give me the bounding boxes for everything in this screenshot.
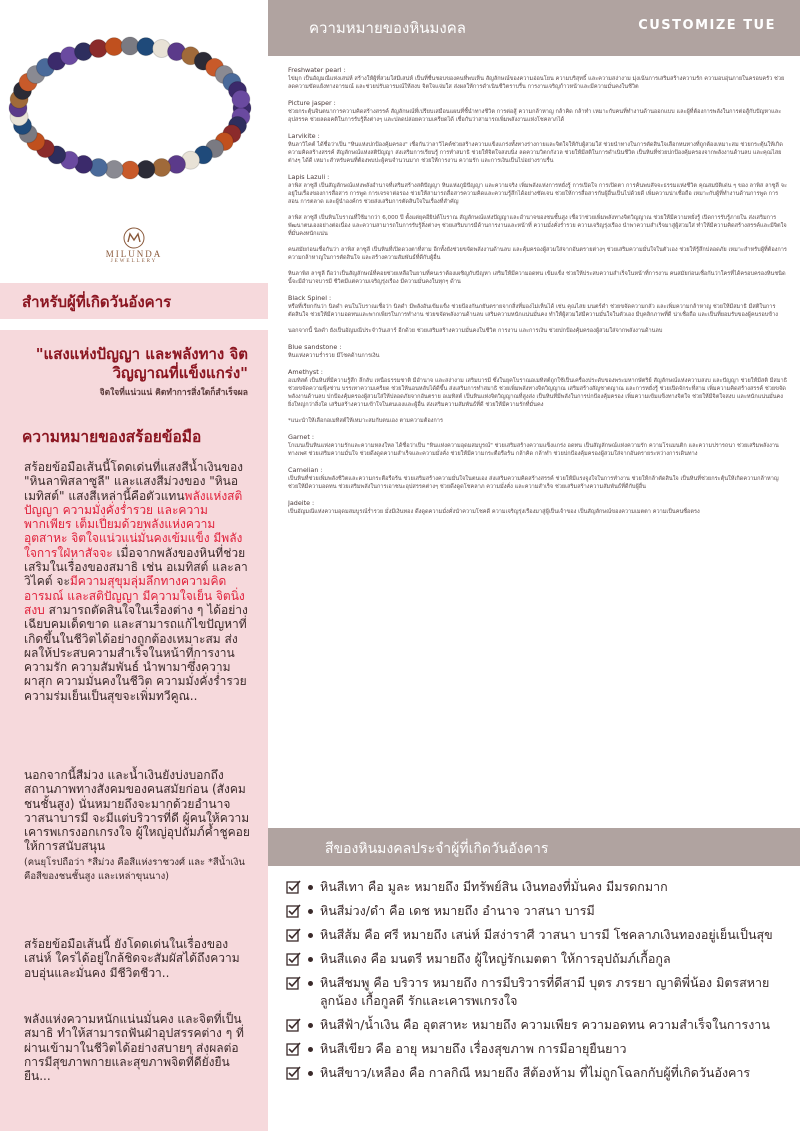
stone-entry <box>288 214 788 238</box>
stone-description: โกเมนเป็นหินแห่งความรักและความหลงใหล ได้ชื่อว่าเป็น "หินแห่งความอุดมสมบูรณ์" ช่วยเสริมสร้างความแข็งแกร่ง อดทน เป็นสัญลักษณ์แห่งความรัก ความโรแมนติก และความปรารถนา ช่วยเสริมพลังงานทางเพศ ช่วยเสริมความมั่นใจ ช่วยดึงดูดความสำเร็จและความมั่งคั่ง ช่วยให้มีความกระตือรือร้น กล้าคิด กล้าทำ ช่วยปกป้องคุ้มครองผู้สวมใส่จากอันตรายระหว่างการเดินทาง <box>288 443 779 457</box>
stone-name: Lapis Lazuli : <box>288 173 330 181</box>
birth-day-label: สำหรับผู้ที่เกิดวันอังคาร <box>0 283 268 319</box>
checkbox-checked-icon <box>286 903 302 919</box>
bead <box>121 37 139 55</box>
stone-entry <box>288 466 788 491</box>
birth-color-item <box>286 1040 786 1058</box>
bullet-icon <box>308 909 313 914</box>
birth-color-item <box>286 902 786 920</box>
stone-description: อเมทิสต์ เป็นหินที่มีความรู้สึก ลึกลับ เหนือธรรมชาติ มีอำนาจ และสง่างาม เสริมบารมี ซึ่งในยุคโบราณอเมทิสต์ถูกใช้เป็นเครื่องประดับของพระมหากษัตริย์ สัญลักษณ์แห่งความสงบ และปัญญา ช่วยให้มีสติ มีสมาธิ ช่วยขจัดความฟุ้งซ่าน บรรเทาความเครียด ช่วยให้นอนหลับได้ดีขึ้น ส่งเสริมการทำสมาธิ ช่วยเพิ่มพลังทางจิตวิญญาณ เสริมสร้างสัญชาตญาณ และการหยั่งรู้ ช่วยเปิดจักระที่สาม เพิ่มความคิดสร้างสรรค์ ช่วยขจัดพลังงานด้านลบ ปกป้องคุ้มครองผู้สวมใส่ให้ปลอดภัยจากอันตราย อเมทิสต์ เป็นหินแห่งจิตวิญญาณที่สูงส่ง เป็นหินที่มีพลังในการปกป้องคุ้มครอง เพิ่มความเข้มแข็งทางจิตใจ ช่วยให้มีจิตใจสงบ และหนักแน่นมั่นคง ยิ่งใหญ่กว่าสิ่งใด เสริมสร้างความเข้าใจในตนเองและผู้อื่น ส่งเสริมความสัมพันธ์ที่ดี ช่วยให้มีความรักที่มั่นคง <box>288 378 788 408</box>
stone-name: Black Spinel : <box>288 294 332 302</box>
checkbox-checked-icon <box>286 951 302 967</box>
bracelet-photo <box>0 0 268 225</box>
bullet-icon <box>308 1071 313 1076</box>
stone-description: หรือที่เรียกกันว่า นิลดำ คนในโบราณเชื่อว่า นิลดำ มีพลังอันเข้มแข็ง ช่วยป้องกันภยันตรายจากสิ่งที่มองไม่เห็นได้ เช่น คุณไสย มนตร์ดำ ช่วยขจัดความกลัว และเพิ่มความกล้าหาญ ช่วยให้มีสมาธิ มีสติในการตัดสินใจ ช่วยให้มีความอดทนและพากเพียรในการทำงาน ช่วยขจัดพลังงานด้านลบ เสริมความหนักแน่นมั่นคง ทำให้ผู้สวมใส่มีความมั่นใจในตัวเอง มีบุคลิกภาพที่ดี น่าเชื่อถือ และเป็นที่ยอมรับของผู้คนรอบข้าง <box>288 304 779 318</box>
bead <box>121 161 139 179</box>
checkbox-checked-icon <box>286 1017 302 1033</box>
bead <box>137 38 155 56</box>
checkbox-checked-icon <box>286 1041 302 1057</box>
paragraph-note: (คนยุโรปถือว่า *สีม่วง คือสีแห่งราชวงศ์ และ *สีน้ำเงิน คือสีของชนชั้นสูง และเหล่าขุนนาง) <box>24 856 245 883</box>
stone-entry <box>288 417 788 425</box>
stone-name: Garnet : <box>288 433 315 441</box>
birth-colors-list <box>286 878 786 1088</box>
bracelet-meaning-title: ความหมายของสร้อยข้อมือ <box>22 428 202 446</box>
stone-entry <box>288 132 788 165</box>
highlight-text: พลังแห่งสติปัญญา ความมั่งคั่งร่ำรวย และความพากเพียร เต็มเปี่ยมด้วยพลังแห่งความอุตสาหะ จิตใจแน่วแน่มั่นคงเข้มแข็ง มีพลังใจการใฝ่หาสัจจะ <box>24 488 243 560</box>
stone-entry <box>288 270 788 286</box>
stone-name: Carnelian : <box>288 466 323 474</box>
stone-description: เป็นอัญมณีแห่งความอุดมสมบูรณ์ร่ำรวย มั่งมีเงินทอง ดึงดูดความมั่งคั่งนำความโชคดี ความเจริญรุ่งเรืองมาสู่ผู้เป็นเจ้าของ เป็นสัญลักษณ์ของความเมตตา ความเป็นคนซื่อตรง <box>288 509 700 515</box>
stone-name: Blue sandstone : <box>288 343 342 351</box>
stone-description: หินลาวิไคต์ ได้ชื่อว่าเป็น "หินแห่งปกป้องคุ้มครอง" เชื่อกันว่าลาวิไคต์ช่วยสร้างความแข็งแกร่งทั้งทางร่างกายและจิตใจให้กับผู้สวมใส่ ช่วยนำทางในการตัดสินใจเลือกหนทางที่ถูกต้องเหมาะสม ช่วยกระตุ้นให้เกิดความคิดสร้างสรรค์ สัญลักษณ์แห่งสติปัญญา ส่งเสริมการเรียนรู้ การทำสมาธิ ช่วยให้จิตใจสงบนิ่ง ลดความวิตกกังวล ช่วยให้มีสติในการดำเนินชีวิต เป็นหินที่ช่วยปกป้องคุ้มครองจากพลังงานด้านลบ และคุณไสยต่างๆ ได้ดี เหมาะสำหรับคนที่ต้องพบปะผู้คนจำนวนมาก ช่วยให้การงาน ความรัก และการเงินเป็นไปอย่างราบรื่น <box>288 142 783 164</box>
customize-tag: CUSTOMIZE TUE <box>638 18 776 33</box>
birth-color-text: หินสีเทา คือ มูละ หมายถึง มีทรัพย์สิน เงินทองที่มั่นคง มีมรดกมาก <box>320 879 668 894</box>
right-column <box>268 0 800 1131</box>
stone-entry <box>288 246 788 262</box>
birth-color-text: หินสีเขียว คือ อายุ หมายถึง เรื่องสุขภาพ การมีอายุยืนยาว <box>320 1041 627 1056</box>
stone-entry <box>288 173 788 206</box>
stone-name: Picture jasper : <box>288 99 336 107</box>
bullet-icon <box>308 981 313 986</box>
birth-color-item <box>286 1016 786 1034</box>
birth-color-text: หินสีขาว/เหลือง คือ กาลกิณี หมายถึง สีต้องห้าม ที่ไม่ถูกโฉลกกับผู้ที่เกิดวันอังคาร <box>320 1065 751 1080</box>
bullet-icon <box>308 933 313 938</box>
paragraph-text: สามารถตัดสินใจในเรื่องต่าง ๆ ได้อย่างเฉียบคมเด็ดขาด และสามารถแก้ไขปัญหาที่เกิดขึ้นในชีวิตได้อย่างถูกต้องเหมาะสม ส่งผลให้ประสบความสำเร็จในหน้าที่การงาน ความรัก ความสัมพันธ์ นำพามาซึ่งความผาสุก ความมั่นคงในชีวิต ความมั่งคั่งร่ำรวย ความร่มเย็นเป็นสุขจะเพิ่มทวีคูณ.. <box>24 602 248 703</box>
meaning-paragraph-2 <box>24 768 252 882</box>
birth-color-text: หินสีม่วง/ดำ คือ เดช หมายถึง อำนาจ วาสนา บารมี <box>320 903 595 918</box>
meaning-paragraph-3: สร้อยข้อมือเส้นนี้ ยังโดดเด่นในเรื่องของเสน่ห์ ใครได้อยู่ใกล้ชิดจะสัมผัสได้ถึงความอบอุ่นและมั่นคง มีชีวิตชีวา.. <box>24 937 240 980</box>
bullet-icon <box>308 1023 313 1028</box>
highlight-text: มีความสุขุมลุ่มลึกทางความคิด อารมณ์ และสติปัญญา มีความใจเย็น จิตนิ่งสงบ <box>24 574 245 617</box>
checkbox-checked-icon <box>286 1065 302 1081</box>
paragraph-text: เมื่อจากพลังของหินที่ช่วยเสริมในเรื่องของสมาธิ เช่น อเมทิสต์ และลาวิไคต์ จะ <box>24 545 248 589</box>
stone-entry <box>288 294 788 319</box>
stone-description: ช่วยกระตุ้นจินตนาการความคิดสร้างสรรค์ สัญลักษณ์ที่เปรียบเสมือนแผนที่ชี้นำทางชีวิต การต่อสู้ ความกล้าหาญ กล้าคิด กล้าทำ เหมาะกับคนที่ทำงานด้านออกแบบ และผู้ที่ต้องการพลังในการต่อสู้กับปัญหาและอุปสรรค ช่วยลดอคติในการรับรู้สิ่งต่างๆ และปลดปล่อยความเครียดได้ เชื่อกันว่าสามารถเพิ่มพลังงานแห่งโชคลาภได้ <box>288 109 782 123</box>
stone-entry <box>288 499 788 516</box>
bullet-icon <box>308 1047 313 1052</box>
birth-color-item <box>286 1064 786 1082</box>
meaning-paragraph-1 <box>24 460 252 703</box>
birth-colors-header <box>268 828 800 866</box>
checkbox-checked-icon <box>286 927 302 943</box>
stone-name: Jadeite : <box>288 499 315 507</box>
stone-description: ลาพิส ลาซูลี เป็นหินโบราณที่ใช้มากว่า 6,000 ปี ตั้งแต่ยุคอียิปต์โบราณ สัญลักษณ์แห่งปัญญาและอำนาจของชนชั้นสูง เชื่อว่าช่วยเพิ่มพลังทางจิตวิญญาณ ช่วยให้มีความหยั่งรู้ เปิดการรับรู้ภายใน ส่งเสริมการพัฒนาตนเองอย่างต่อเนื่อง และความสามารถในการรับรู้สิ่งต่างๆ ช่วยเสริมบารมีด้านการงานและหน้าที่ ความมั่งคั่งร่ำรวย ความเจริญรุ่งเรือง นำพาความสำเร็จมาสู่ผู้สวมใส่ ทำให้มีความคิดสร้างสรรค์และมีจิตใจที่มั่นคงหนักแน่น <box>288 215 787 237</box>
birth-color-item <box>286 974 786 1010</box>
birth-color-text: หินสีส้ม คือ ศรี หมายถึง เสน่ห์ มีสง่าราศี วาสนา บารมี โชคลาภเงินทองอยู่เย็นเป็นสุข <box>320 927 773 942</box>
birth-colors-title: สีของหินมงคลประจำผู้ที่เกิดวันอังคาร <box>325 841 549 857</box>
stone-description: นอกจากนี้ นิลดำ ยังเป็นอัญมณีประจำวันเสาร์ อีกด้วย ช่วยเสริมสร้างความมั่นคงในชีวิต การงาน และการเงิน ช่วยปกป้องคุ้มครองผู้สวมใส่จากพลังงานด้านลบ <box>288 328 663 334</box>
stone-entry <box>288 343 788 360</box>
paragraph-text: นอกจากนี้สีม่วง และน้ำเงินยังบ่งบอกถึงสถานภาพทางสังคมของคนสมัยก่อน (สังคมชนชั้นสูง) นั่นหมายถึงจะมากด้วยอำนาจ วาสนาบารมี จะมีแต่บริวารที่ดี ผู้คนให้ความเคารพเกรงอกเกรงใจ ผู้ใหญ่อุปถัมภ์ค้ำชูคอยให้การสนับสนุน <box>24 768 250 854</box>
stone-meaning-header <box>268 0 800 56</box>
bullet-icon <box>308 957 313 962</box>
stone-entry <box>288 368 788 409</box>
brand-mark-icon <box>123 227 145 249</box>
stone-name: Larvikite : <box>288 132 320 140</box>
bead <box>137 160 155 178</box>
stone-description: เป็นหินที่ช่วยเพิ่มพลังชีวิตและความกระตือรือร้น ช่วยเสริมสร้างความมั่นใจในตนเอง ส่งเสริมความคิดสร้างสรรค์ ช่วยให้มีแรงจูงใจในการทำงาน ช่วยให้กล้าตัดสินใจ เป็นหินที่ช่วยกระตุ้นให้เกิดความกล้าหาญ ช่วยให้มีความอดทน ช่วยเสริมพลังในการเอาชนะอุปสรรคต่างๆ ช่วยดึงดูดโชคลาภ ความมั่งคั่ง และความสำเร็จ ช่วยเสริมสร้างความสัมพันธ์ที่ดีกับผู้อื่น <box>288 476 779 490</box>
brand-name: MILUNDA <box>105 249 163 259</box>
checkbox-checked-icon <box>286 975 302 991</box>
bead <box>105 160 123 178</box>
stone-name: Amethyst : <box>288 368 323 376</box>
stone-meaning-title: ความหมายของหินมงคล <box>309 19 466 37</box>
stone-entry <box>288 66 788 91</box>
stone-entry <box>288 433 788 458</box>
stone-description: ไข่มุก เป็นอัญมณีแห่งเสน่ห์ สร้างให้ผู้ที่สวมใส่มีเสน่ห์ เป็นที่ชื่นชอบของคนที่พบเห็น สัญลักษณ์ของความอ่อนโยน ความบริสุทธิ์ และความสง่างาม มุ่งเน้นการเสริมสร้างความรัก ความอบอุ่นภายในครอบครัว ช่วยลดความขัดแย้งทางอารมณ์ และช่วยปรับอารมณ์ให้สงบ จิตใจแจ่มใส ส่งผลให้การดำเนินชีวิตราบรื่น การงานเจริญก้าวหน้าและมีความมั่นคงในชีวิต <box>288 76 785 90</box>
meaning-panel <box>0 330 268 1131</box>
birth-color-item <box>286 878 786 896</box>
birth-color-text: หินสีแดง คือ มนตรี หมายถึง ผู้ใหญ่รักเมตตา ให้การอุปถัมภ์เกื้อกูล <box>320 951 671 966</box>
bullet-icon <box>308 885 313 890</box>
birth-color-text: หินสีฟ้า/น้ำเงิน คือ อุตสาหะ หมายถึง ความเพียร ความอดทน ความสำเร็จในการงาน <box>320 1017 770 1032</box>
bead <box>232 90 250 108</box>
stone-description: หินแห่งความร่ำรวย มีโชคด้านการเงิน <box>288 353 380 359</box>
stone-entry <box>288 99 788 124</box>
brand-logo <box>0 225 268 270</box>
brand-subtitle: JEWELLERY <box>110 259 158 264</box>
bead <box>89 40 107 58</box>
quote: "แสงแห่งปัญญา และพลังทาง จิตวิญญาณที่แข็งแกร่ง" <box>35 345 248 382</box>
bead <box>153 159 171 177</box>
meaning-paragraph-4: พลังแห่งความหนักแน่นมั่นคง และจิตที่เป็นสมาธิ ทำให้สามารถฟันฝ่าอุปสรรคต่าง ๆ ที่ผ่านเข้ามาในชีวิตได้อย่างสบายๆ ส่งผลต่อการมีสุขภาพกายและสุขภาพจิตที่ดียั่งยืนยืน... <box>24 1012 244 1084</box>
stone-description: ลาพิส ลาซูลี เป็นสัญลักษณ์แห่งพลังอำนาจที่เสริมสร้างสติปัญญา หินแห่งภูมิปัญญา และความจริง เพิ่มพลังแห่งการหยั่งรู้ การเปิดใจ การเปิดตา การค้นพบสัจจะธรรมแห่งชีวิต คุณสมบัติเด่น ๆ ของ ลาพิส ลาซูลี จะอยู่ในเรื่องของการสื่อสาร การพูด การเจรจาต่อรอง ช่วยให้สามารถสื่อสารความคิดและความรู้สึกได้อย่างชัดเจน ช่วยให้การสื่อสารกับผู้อื่นเป็นไปด้วยดี เพิ่มความน่าเชื่อถือ เหมาะกับผู้ที่ทำงานด้านการพูด การสอน การตลาด และผู้นำองค์กร ช่วยส่งเสริมการตัดสินใจในเรื่องที่สำคัญ <box>288 183 787 205</box>
stone-description: *แนะนำให้เลือกอเมทิสต์ให้เหมาะสมกับตนเอง ตามความต้องการ <box>288 418 443 424</box>
birth-color-item <box>286 950 786 968</box>
bracelet-image <box>0 0 268 225</box>
stone-description: หินลาพิส ลาซูลี ถือว่าเป็นสัญลักษณ์ที่คอยช่วยเหลือในยามที่คนเราต้องเผชิญกับปัญหา เสริมให้มีความอดทน เข้มแข็ง ช่วยให้ประสบความสำเร็จในหน้าที่การงาน คนสมัยก่อนเชื่อกันว่าใครที่ได้ครอบครองหินชนิดนี้จะมีอำนาจบารมี ชีวิตมีแต่ความเจริญรุ่งเรือง มีความมั่นคงในทุกๆ ด้าน <box>288 271 786 285</box>
stone-name: Freshwater pearl : <box>288 66 346 74</box>
bead <box>105 38 123 56</box>
stone-list <box>288 66 788 806</box>
checkbox-checked-icon <box>286 879 302 895</box>
birth-color-text: หินสีชมพู คือ บริวาร หมายถึง การมีบริวารที่ดีสามี บุตร ภรรยา ญาติพี่น้อง มิตรสหาย ลูกน้อง เกื้อกูลดี รักและเคารพเกรงใจ <box>320 975 770 1008</box>
birth-color-item <box>286 926 786 944</box>
left-column <box>0 0 268 1131</box>
stone-entry <box>288 327 788 335</box>
stone-description: คนสมัยก่อนเชื่อกันว่า ลาพิส ลาซูลี เป็นหินที่เปิดดวงตาที่สาม อีกทั้งยังช่วยขจัดพลังงานด้านลบ และคุ้มครองผู้สวมใส่จากอันตรายต่างๆ ช่วยเสริมความมั่นใจในตัวเอง ช่วยให้รู้สึกปลอดภัย เหมาะสำหรับผู้ที่ต้องการความกล้าหาญในการตัดสินใจ และสร้างความสัมพันธ์ที่ดีกับผู้อื่น <box>288 247 787 261</box>
paragraph-text: สร้อยข้อมือเส้นนี้โดดเด่นที่แสงสีน้ำเงินของ "หินลาพิสลาซูลี" และแสงสีม่วงของ "หินอเมทิสต์" แสงสีเหล่านี้คือตัวแทน <box>24 460 244 503</box>
quote-subtitle: จิตใจที่แน่วแน่ คิดทำการสิ่งใดก็สำเร็จผล <box>99 388 248 398</box>
